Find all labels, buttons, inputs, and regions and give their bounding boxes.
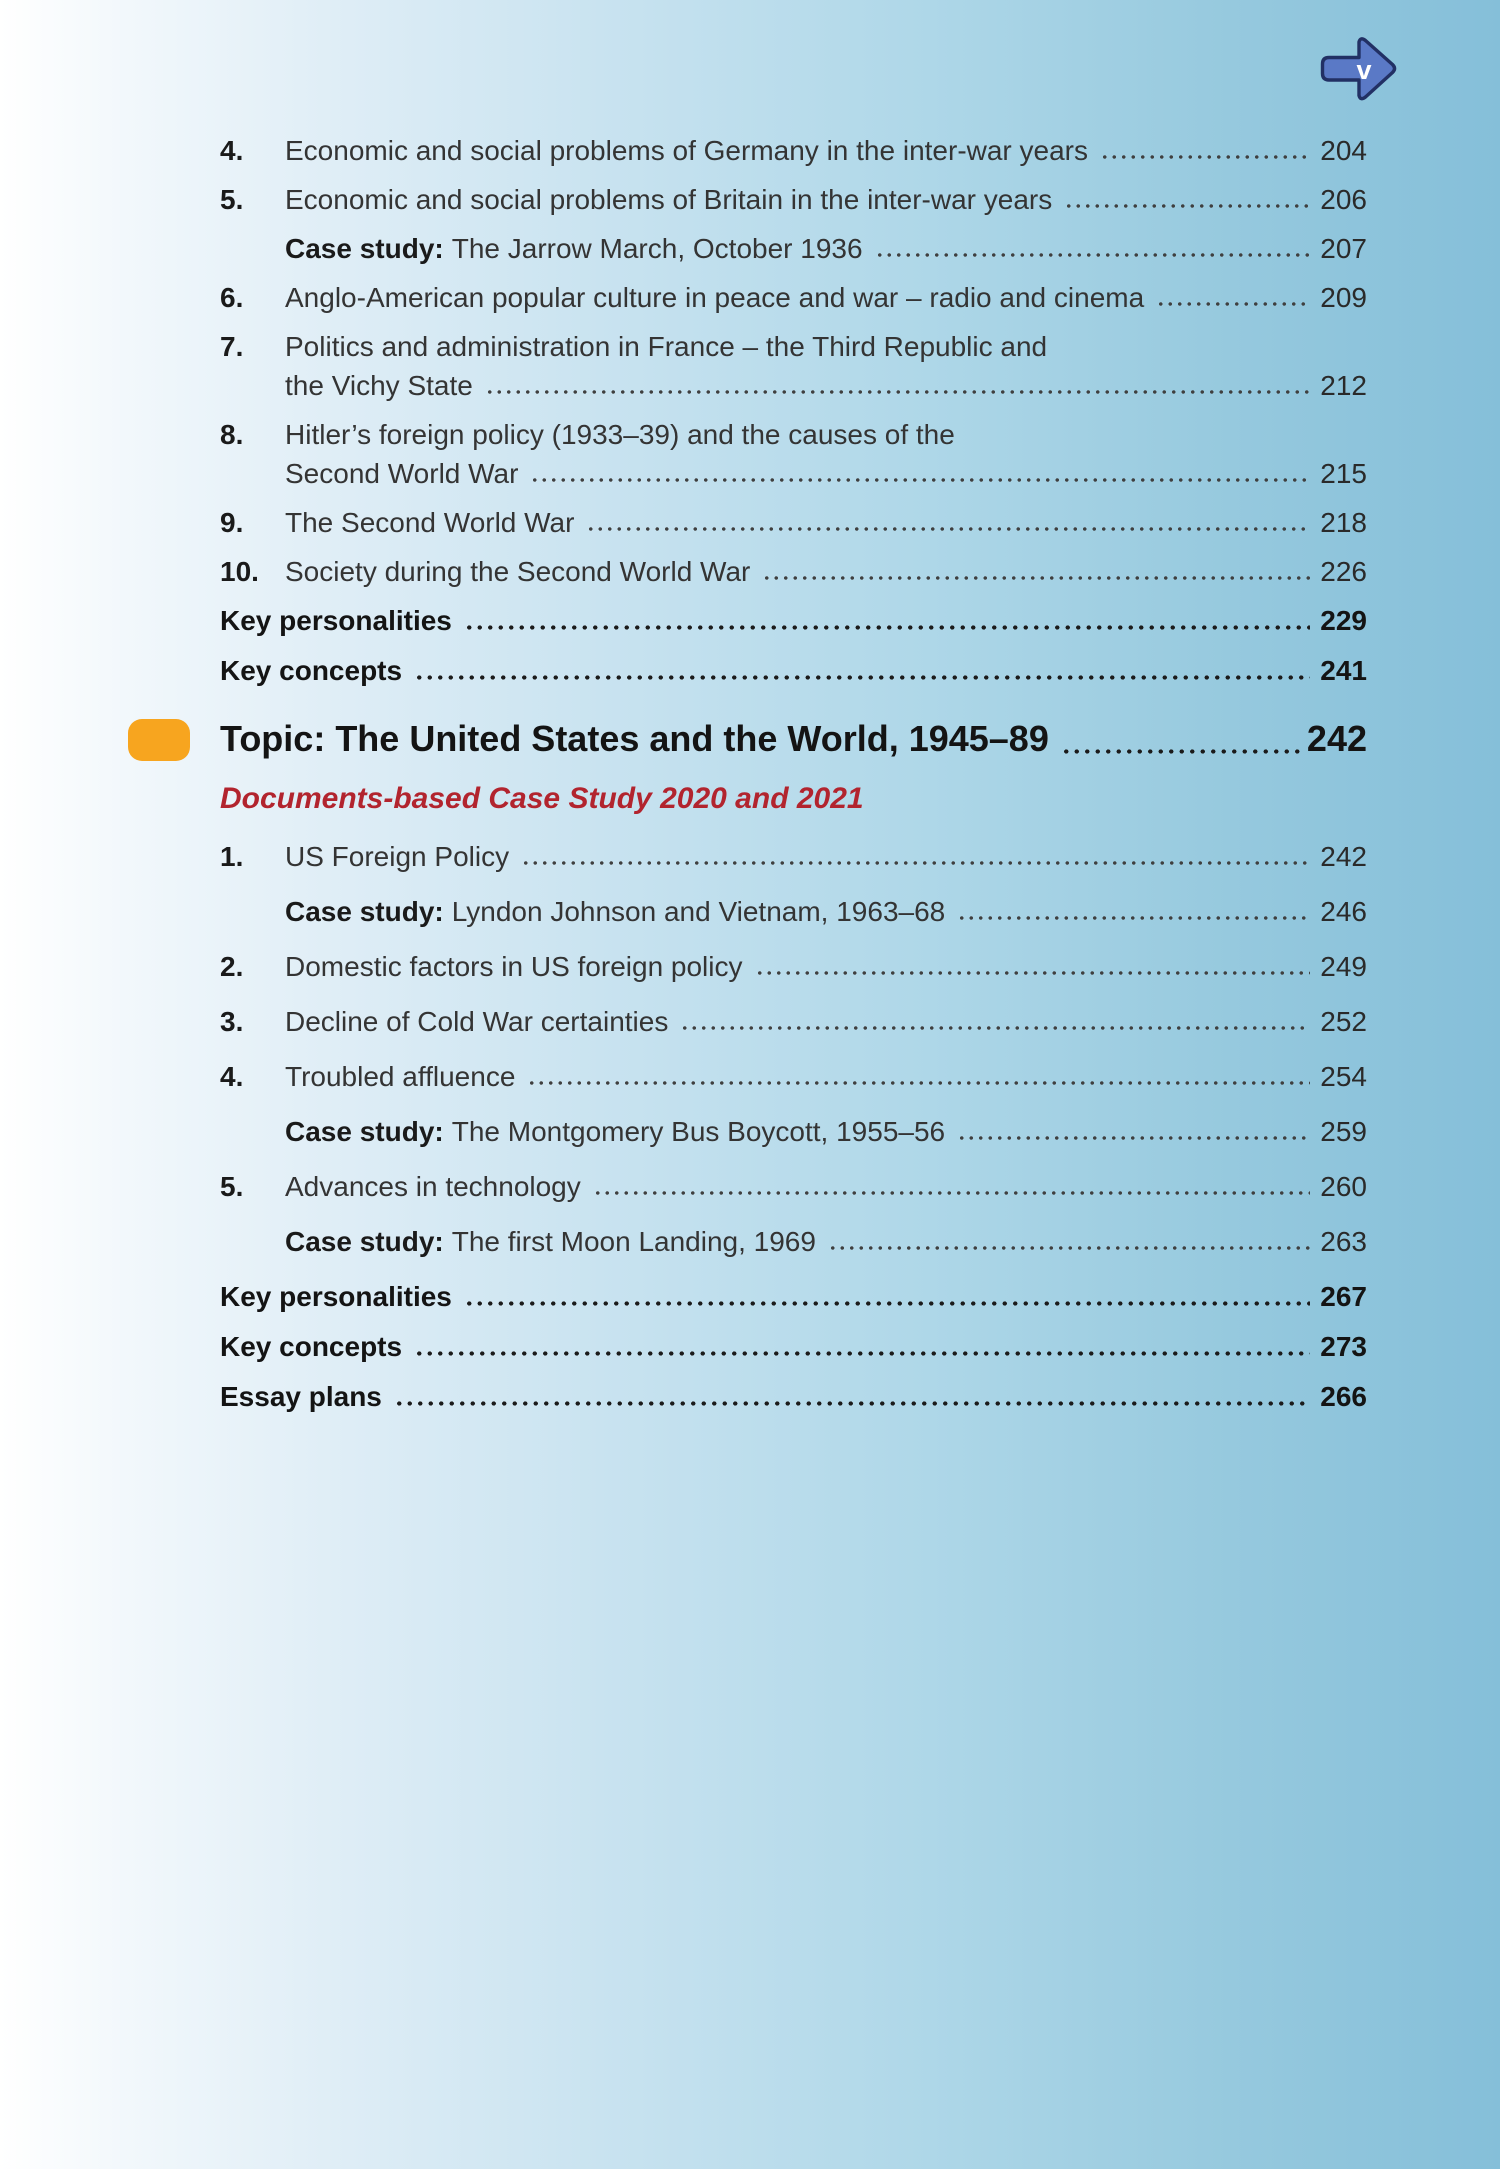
entry-text: Troubled affluence	[285, 1061, 516, 1092]
toc-entry-case	[220, 1227, 1367, 1257]
entry-text: Key concepts	[220, 655, 403, 686]
toc-entry-item	[220, 1062, 1367, 1092]
documents-case-study-heading: Documents-based Case Study 2020 and 2021	[220, 782, 864, 815]
page-number: 242	[1306, 718, 1367, 759]
case-study-title: The Montgomery Bus Boycott, 1955–56	[451, 1116, 946, 1147]
entry-number: 10.	[220, 556, 259, 587]
entry-number: 4.	[220, 135, 244, 166]
toc-entry-item	[220, 842, 1367, 872]
toc-entry-item	[220, 185, 1367, 215]
toc-entry-topic	[220, 718, 1367, 760]
page-number: 229	[1320, 605, 1367, 636]
dot-leader	[527, 1081, 1310, 1085]
dot-leader	[1061, 749, 1305, 754]
case-study-label: Case study:	[285, 233, 444, 264]
toc-entry-cont	[220, 459, 1367, 489]
entry-text	[285, 897, 945, 927]
case-study-label: Case study:	[285, 1226, 444, 1257]
toc-entry-case	[220, 897, 1367, 927]
dot-leader	[957, 916, 1310, 920]
topic-heading: Topic: The United States and the World, 1945–89	[220, 718, 1049, 759]
page-marker-arrow-icon	[1316, 34, 1398, 104]
dot-leader	[521, 861, 1310, 865]
toc-entry-istart	[220, 332, 1367, 362]
entry-text: Economic and social problems of Germany in the inter-war years	[285, 135, 1089, 166]
entry-text: US Foreign Policy	[285, 841, 510, 872]
entry-number: 7.	[220, 331, 244, 362]
entry-text: The Second World War	[285, 507, 575, 538]
dot-leader	[755, 971, 1311, 975]
entry-text: Essay plans	[220, 1381, 382, 1412]
dot-leader	[875, 253, 1311, 257]
case-study-label: Case study:	[285, 896, 444, 927]
case-study-title: Lyndon Johnson and Vietnam, 1963–68	[451, 896, 946, 927]
page-number: 242	[1320, 841, 1367, 872]
case-study-title: The Jarrow March, October 1936	[451, 233, 863, 264]
dot-leader	[530, 478, 1310, 482]
toc-entry-item	[220, 1172, 1367, 1202]
page-number: 273	[1320, 1331, 1367, 1362]
dot-leader	[762, 576, 1310, 580]
toc-entry-key	[220, 1282, 1367, 1312]
dot-leader	[394, 1401, 1310, 1406]
page-number: 212	[1320, 370, 1367, 401]
arrow-right-icon	[1316, 34, 1398, 104]
toc-entry-item	[220, 1007, 1367, 1037]
page-number: 254	[1320, 1061, 1367, 1092]
entry-text	[285, 1227, 816, 1257]
dot-leader	[464, 625, 1310, 630]
dot-leader	[414, 1351, 1310, 1356]
page-number: 215	[1320, 458, 1367, 489]
dot-leader	[593, 1191, 1311, 1195]
entry-number: 4.	[220, 1061, 244, 1092]
page-number: 226	[1320, 556, 1367, 587]
dot-leader	[1064, 204, 1310, 208]
case-study-title: The first Moon Landing, 1969	[451, 1226, 816, 1257]
dot-leader	[586, 527, 1310, 531]
entry-text	[285, 234, 863, 264]
entry-text: Decline of Cold War certainties	[285, 1006, 669, 1037]
toc-entry-item	[220, 952, 1367, 982]
toc-entry-key	[220, 1332, 1367, 1362]
toc-entry-item	[220, 508, 1367, 538]
entry-text: Economic and social problems of Britain in the inter-war years	[285, 184, 1053, 215]
dot-leader	[464, 1301, 1310, 1306]
dot-leader	[680, 1026, 1310, 1030]
entry-text: Politics and administration in France – the Third Republic and	[285, 331, 1048, 362]
toc-entry-istart	[220, 420, 1367, 450]
toc-entry-key	[220, 606, 1367, 636]
entry-number: 6.	[220, 282, 244, 313]
page-number: 263	[1320, 1226, 1367, 1257]
entry-text: Second World War	[285, 458, 519, 489]
toc-entry-key	[220, 1382, 1367, 1412]
dot-leader	[1100, 155, 1310, 159]
toc-entry-item	[220, 283, 1367, 313]
entry-text: Advances in technology	[285, 1171, 581, 1202]
page-number: 259	[1320, 1116, 1367, 1147]
entry-text: Key personalities	[220, 605, 452, 636]
toc-entry-key	[220, 656, 1367, 686]
dot-leader	[828, 1246, 1310, 1250]
toc-rows	[220, 136, 1367, 1412]
entry-number: 2.	[220, 951, 244, 982]
page-number: 249	[1320, 951, 1367, 982]
page-number: 266	[1320, 1381, 1367, 1412]
entry-number: 8.	[220, 419, 244, 450]
entry-number: 1.	[220, 841, 244, 872]
page-number: 206	[1320, 184, 1367, 215]
entry-text: Society during the Second World War	[285, 556, 751, 587]
table-of-contents	[220, 136, 1367, 1432]
entry-text: the Vichy State	[285, 370, 473, 401]
toc-entry-item	[220, 557, 1367, 587]
dot-leader	[485, 390, 1310, 394]
case-study-label: Case study:	[285, 1116, 444, 1147]
entry-text	[285, 1117, 945, 1147]
entry-number: 9.	[220, 507, 244, 538]
dot-leader	[957, 1136, 1310, 1140]
entry-text: Domestic factors in US foreign policy	[285, 951, 743, 982]
page-number: 260	[1320, 1171, 1367, 1202]
page-number: 252	[1320, 1006, 1367, 1037]
toc-entry-red	[220, 782, 1367, 816]
page-number: 204	[1320, 135, 1367, 166]
page-number: 218	[1320, 507, 1367, 538]
toc-entry-case	[220, 1117, 1367, 1147]
topic-orange-marker	[128, 719, 190, 761]
page-number: 207	[1320, 233, 1367, 264]
entry-number: 3.	[220, 1006, 244, 1037]
entry-text: Anglo-American popular culture in peace and war – radio and cinema	[285, 282, 1145, 313]
entry-text: Hitler’s foreign policy (1933–39) and the causes of the	[285, 419, 955, 450]
entry-text: Key personalities	[220, 1281, 452, 1312]
page-number: 241	[1320, 655, 1367, 686]
entry-text: Key concepts	[220, 1331, 403, 1362]
dot-leader	[1156, 302, 1310, 306]
toc-entry-cont	[220, 371, 1367, 401]
page-number: 267	[1320, 1281, 1367, 1312]
dot-leader	[414, 675, 1310, 680]
page-number-label: v	[1356, 55, 1372, 85]
toc-entry-item	[220, 136, 1367, 166]
page-number: 246	[1320, 896, 1367, 927]
entry-number: 5.	[220, 1171, 244, 1202]
page-number: 209	[1320, 282, 1367, 313]
toc-entry-case	[220, 234, 1367, 264]
entry-number: 5.	[220, 184, 244, 215]
